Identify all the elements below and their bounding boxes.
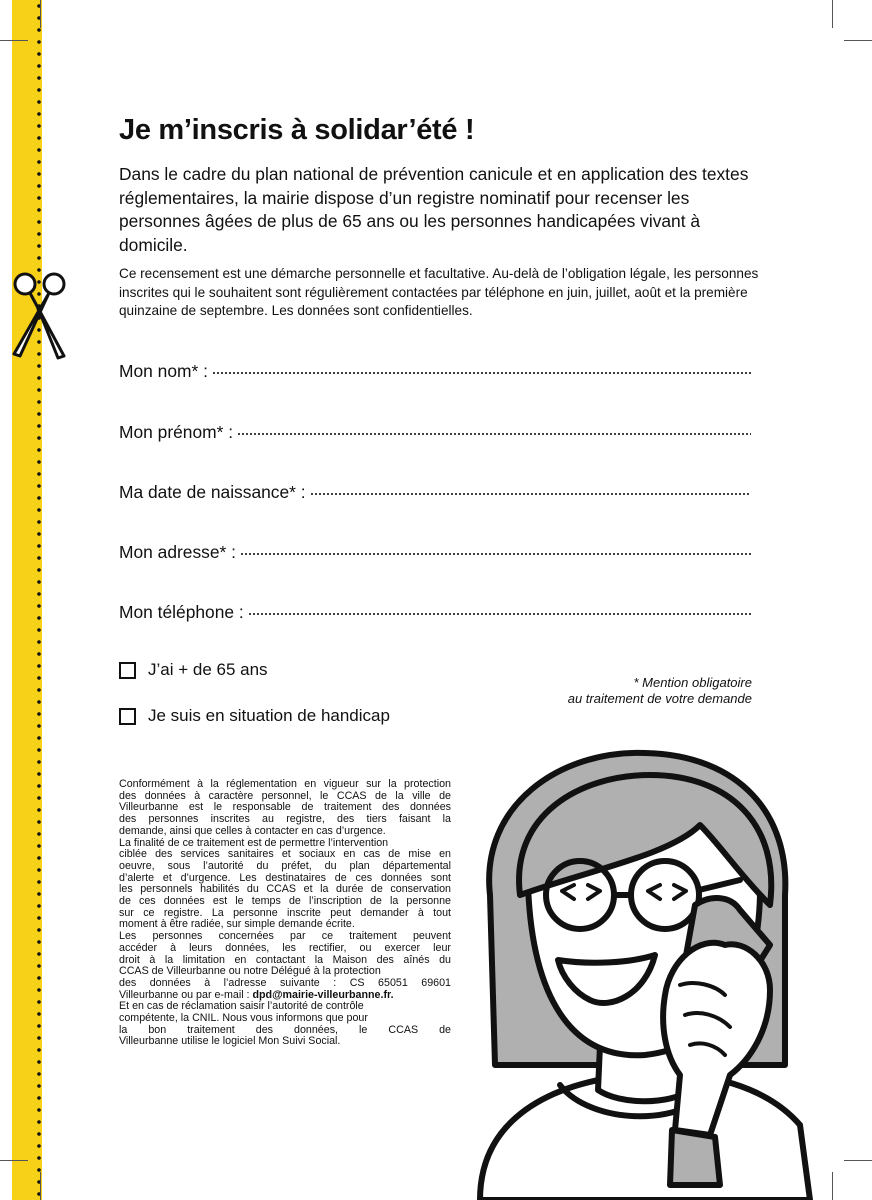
name-field[interactable] [119, 358, 751, 382]
birthdate-field[interactable] [119, 479, 751, 503]
phone-field[interactable] [119, 599, 751, 623]
woman-on-phone-illustration [440, 745, 840, 1200]
field-label: Mon nom* : [119, 361, 208, 381]
dotted-input-line[interactable] [310, 490, 751, 498]
handicap-checkbox[interactable] [119, 708, 136, 725]
firstname-field[interactable] [119, 419, 751, 443]
dotted-input-line[interactable] [248, 610, 751, 618]
legal-line: droit à la limitation en contactant la Maison des aînés du [119, 953, 451, 966]
dotted-input-line[interactable] [240, 550, 751, 558]
dotted-input-line[interactable] [212, 369, 751, 377]
crop-mark [0, 1160, 28, 1161]
legal-line: demande, ainsi que celles à contacter en cas d’urgence. [119, 824, 386, 837]
legal-line: la bon traitement des données, le CCAS de [119, 1023, 451, 1036]
legal-line: Les personnes concernées par ce traitement peuvent [119, 930, 451, 943]
crop-mark [40, 0, 41, 28]
legal-line: oeuvre, sous l’autorité du préfet, du plan départemental [119, 859, 451, 872]
scissors-icon [8, 268, 72, 364]
legal-line: Et en cas de réclamation saisir l’autorité de contrôle [119, 1000, 364, 1013]
legal-line: Conformément à la réglementation en vigueur sur la protection [119, 778, 451, 790]
crop-mark [844, 40, 872, 41]
over-65-checkbox-row[interactable] [119, 660, 268, 680]
consent-paragraph: Ce recensement est une démarche personnelle et facultative. Au-delà de l’obligation légale, les personnes inscrites qui le souhaitent sont régulièrement contactées par téléphone en juin, juillet, août et la première quinzaine de septembre. Les données sont confidentielles. [119, 266, 759, 318]
dotted-input-line[interactable] [237, 430, 751, 438]
handicap-checkbox-row[interactable] [119, 706, 390, 726]
field-label: Mon téléphone : [119, 602, 244, 622]
field-label: Ma date de naissance* : [119, 482, 306, 502]
cut-line-dots [36, 0, 42, 1200]
page-title: Je m’inscris à solidar’été ! [119, 114, 475, 146]
over-65-checkbox[interactable] [119, 662, 136, 679]
checkbox-label: Je suis en situation de handicap [148, 706, 390, 725]
field-label: Mon prénom* : [119, 422, 234, 442]
legal-line: ciblée des services sanitaires et sociaux en cas de mise en [119, 848, 451, 861]
address-field[interactable] [119, 539, 751, 563]
legal-line: La finalité de ce traitement est de permettre l’intervention [119, 836, 389, 849]
dpo-email-link[interactable]: dpd@mairie-villeurbanne.fr. [252, 988, 394, 1001]
legal-notice [119, 779, 451, 1048]
crop-mark [844, 1160, 872, 1161]
legal-line: des données à caractère personnel, le CCAS de la ville de [119, 789, 451, 802]
mandatory-mention [520, 675, 752, 706]
legal-line: des données à l’adresse suivante : CS 65051 69601 [119, 976, 451, 989]
legal-line: sur ce registre. La personne inscrite peut demander à tout [119, 906, 451, 919]
legal-line: Villeurbanne est le responsable de traitement des données [119, 801, 451, 814]
legal-line: des personnes inscrites au registre, des tiers faisant la [119, 813, 451, 826]
field-label: Mon adresse* : [119, 542, 236, 562]
mention-line: * Mention obligatoire [633, 675, 752, 690]
legal-line: de ces données est le temps de l’inscription de la personne [119, 895, 451, 908]
legal-line: accéder à leurs données, les rectifier, ou exercer leur [119, 941, 451, 954]
legal-line: moment à être radiée, sur simple demande écrite. [119, 918, 355, 931]
crop-mark [832, 0, 833, 28]
intro-paragraph: Dans le cadre du plan national de prévention canicule et en application des textes réglementaires, la mairie dispose d’un registre nominatif pour recenser les personnes âgées de plus de 65 ans ou les personnes handicapées vivant à domicile. [119, 164, 749, 255]
email-prefix: Villeurbanne ou par e-mail : [119, 988, 253, 1001]
legal-line: compétente, la CNIL. Nous vous informons que pour [119, 1012, 368, 1025]
legal-line: CCAS de Villeurbanne ou notre Délégué à la protection [119, 965, 381, 978]
crop-mark [0, 40, 28, 41]
legal-line: d’alerte et d’urgence. Les destinataires de ces données sont [119, 871, 451, 884]
checkbox-label: J’ai + de 65 ans [148, 660, 268, 679]
legal-line: Villeurbanne utilise le logiciel Mon Suivi Social. [119, 1035, 341, 1048]
legal-line: les personnels habilités du CCAS et la durée de conservation [119, 883, 451, 896]
mention-line: au traitement de votre demande [567, 690, 752, 706]
crop-mark [40, 1172, 41, 1200]
